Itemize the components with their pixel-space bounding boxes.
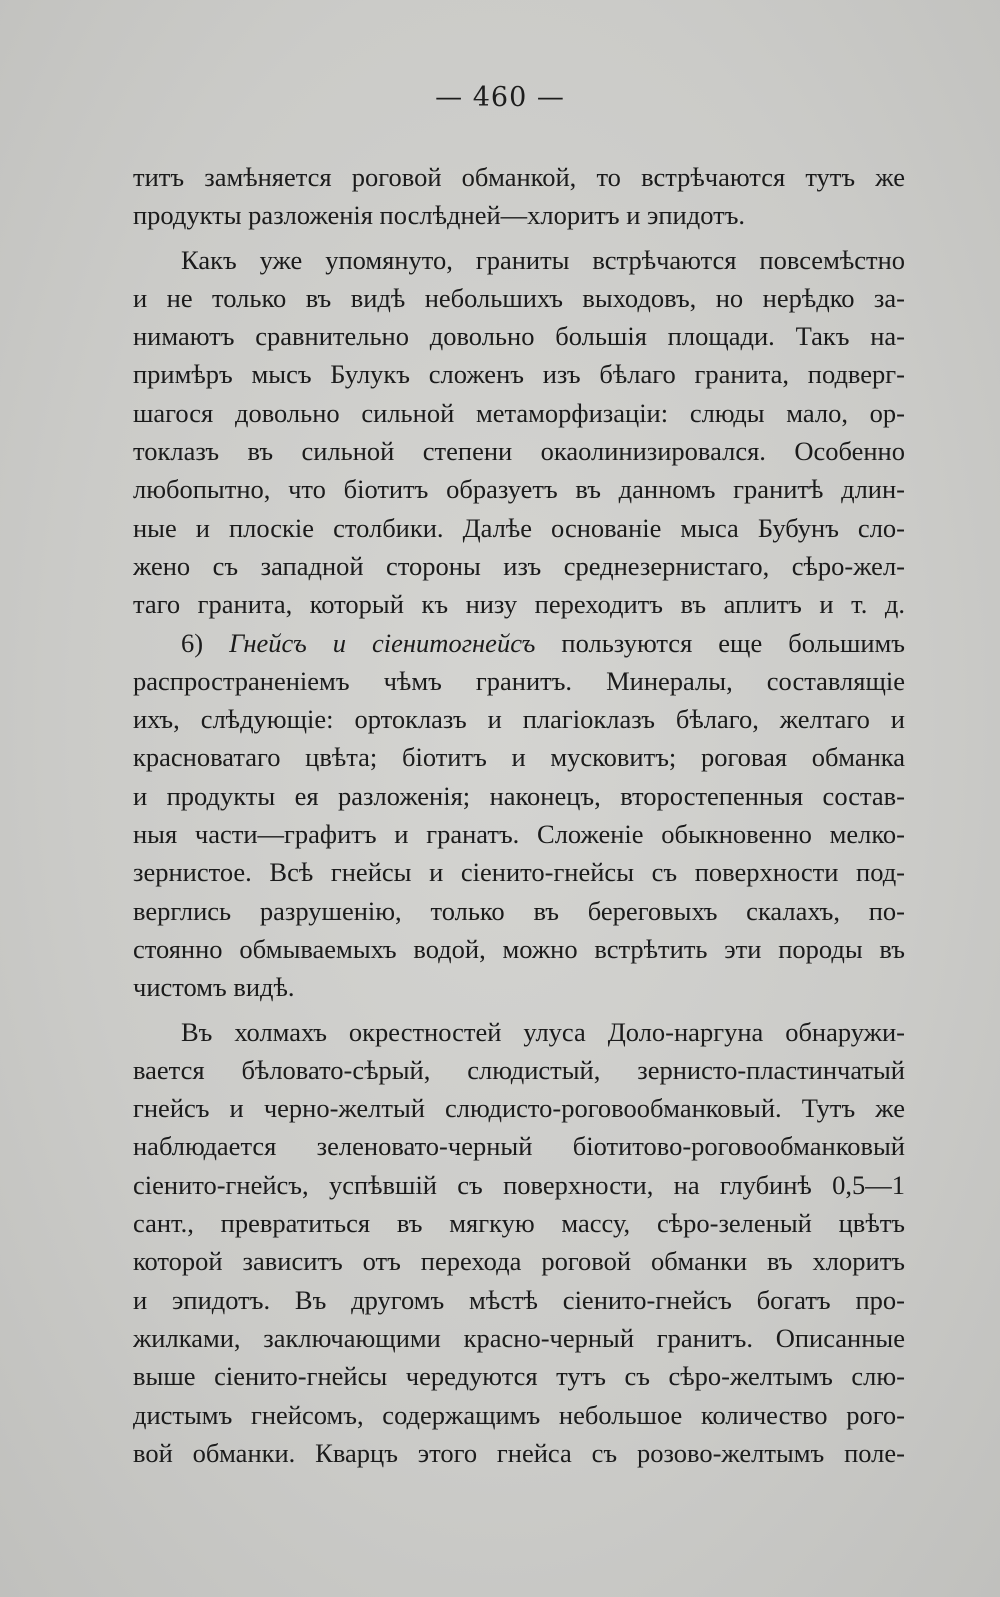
text-line: Какъ уже упомянуто, граниты встрѣчаются повсемѣстно — [181, 244, 905, 275]
page-number: — 460 — — [435, 82, 565, 113]
text-line: верглись разрушенію, только въ береговыхъ скалахъ, по- — [133, 895, 905, 926]
text-line: Въ холмахъ окрестностей улуса Доло-наргуна обнаружи- — [181, 1016, 905, 1047]
text-line: и эпидотъ. Въ другомъ мѣстѣ сіенито-гнейсъ богатъ про- — [133, 1284, 905, 1315]
text-line: которой зависитъ отъ перехода роговой обманки въ хлоритъ — [133, 1246, 905, 1277]
text-line: сант., превратиться въ мягкую массу, сѣро-зеленый цвѣтъ — [133, 1208, 905, 1239]
text-line: чистомъ видѣ. — [133, 972, 295, 1003]
body-text — [133, 158, 905, 1472]
text-line: нимаютъ сравнительно довольно большія площади. Такъ на- — [133, 321, 905, 352]
text-line: вой обманки. Кварцъ этого гнейса съ розово-желтымъ поле- — [133, 1437, 905, 1468]
section-text: пользуются еще большимъ — [561, 627, 905, 658]
text-line: жилками, заключающими красно-черный гранитъ. Описанные — [133, 1322, 905, 1353]
text-line: гнейсъ и черно-желтый слюдисто-роговообманковый. Тутъ же — [133, 1093, 905, 1124]
text-line: красноватаго цвѣта; біотитъ и мусковитъ; роговая обманка — [133, 742, 905, 773]
text-line: жено съ западной стороны изъ среднезернистаго, сѣро-жел- — [133, 550, 905, 581]
text-line: шагося довольно сильной метаморфизаціи: слюды мало, ор- — [133, 397, 905, 428]
text-line: токлазъ въ сильной степени окаолинизировался. Особенно — [133, 436, 905, 467]
text-line: выше сіенито-гнейсы чередуются тутъ съ сѣро-желтымъ слю- — [133, 1361, 905, 1392]
text-line: продукты разложенія послѣдней—хлоритъ и эпидотъ. — [133, 200, 746, 231]
text-line: стоянно обмываемыхъ водой, можно встрѣтить эти породы въ — [133, 933, 905, 964]
text-line: дистымъ гнейсомъ, содержащимъ небольшое количество рого- — [133, 1399, 905, 1430]
text-line: титъ замѣняется роговой обманкой, то встрѣчаются тутъ же — [133, 162, 905, 192]
text-line: и продукты ея разложенія; наконецъ, второстепенныя состав- — [133, 780, 905, 811]
text-line: сіенито-гнейсъ, успѣвшій съ поверхности, на глубинѣ 0,5—1 — [133, 1169, 905, 1200]
section-heading-line — [133, 624, 905, 662]
section-number: 6) — [181, 627, 204, 658]
text-line: распространеніемъ чѣмъ гранитъ. Минералы, составлящіе — [133, 665, 905, 696]
text-line: вается бѣловато-сѣрый, слюдистый, зернисто-пластинчатый — [133, 1054, 905, 1085]
text-line: ихъ, слѣдующіе: ортоклазъ и плагіоклазъ бѣлаго, желтаго и — [133, 704, 905, 735]
text-line: и не только въ видѣ небольшихъ выходовъ, но нерѣдко за- — [133, 282, 905, 313]
text-line: зернистое. Всѣ гнейсы и сіенито-гнейсы съ поверхности под- — [133, 857, 905, 888]
text-line: ные и плоскіе столбики. Далѣе основаніе мыса Бубунъ сло- — [133, 512, 905, 543]
text-line: наблюдается зеленовато-черный біотитово-роговообманковый — [133, 1131, 905, 1162]
text-line: таго гранита, который къ низу переходитъ въ аплитъ и т. д. — [133, 589, 905, 620]
text-line: любопытно, что біотитъ образуетъ въ данномъ гранитѣ длин- — [133, 474, 905, 505]
section-title: Гнейсъ и сіенитогнейсъ — [229, 627, 536, 658]
text-line: ныя части—графитъ и гранатъ. Сложеніе обыкновенно мелко- — [133, 819, 905, 850]
text-line: примѣръ мысъ Булукъ сложенъ изъ бѣлаго гранита, подверг- — [133, 359, 905, 390]
